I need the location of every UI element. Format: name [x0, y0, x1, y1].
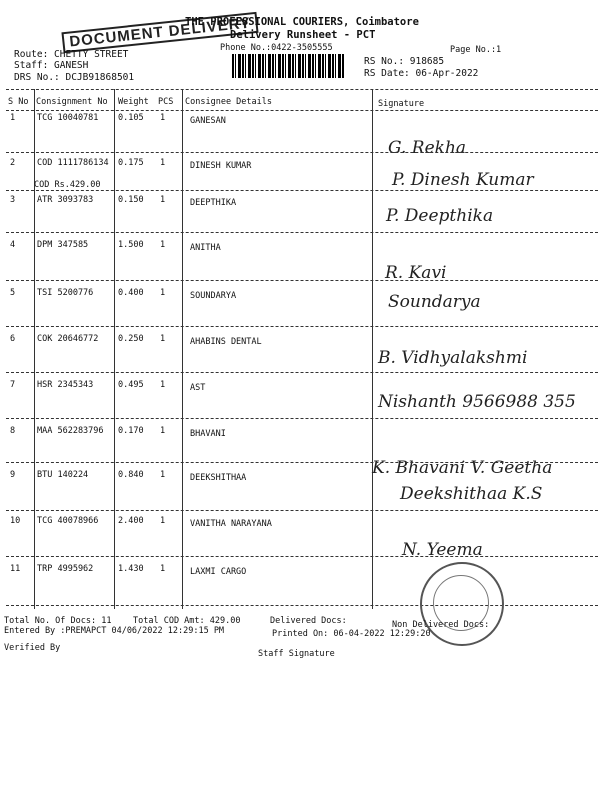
row-pcs: 1: [160, 195, 166, 205]
column-divider: [114, 89, 115, 609]
row-signature: P. Deepthika: [386, 206, 494, 226]
row-consignee: LAXMI CARGO: [190, 567, 247, 577]
row-consignee: AHABINS DENTAL: [190, 337, 262, 347]
column-header-consignment: Consignment No: [36, 97, 108, 107]
route: Route: CHETTY STREET: [14, 49, 129, 60]
total-cod-amount: Total COD Amt: 429.00: [133, 616, 241, 626]
row-separator: [6, 280, 598, 281]
row-weight: 0.495: [118, 380, 144, 390]
row-signature: P. Dinesh Kumar: [392, 170, 534, 190]
row-separator: [6, 190, 598, 191]
row-sno: 9: [10, 470, 16, 480]
row-weight: 0.150: [118, 195, 144, 205]
row-separator: [6, 372, 598, 373]
drs-number: DRS No.: DCJB91868501: [14, 72, 135, 83]
row-separator: [6, 152, 598, 153]
row-signature: Soundarya: [388, 292, 481, 312]
page-number: Page No.:1: [450, 45, 502, 55]
table-header-rule: [6, 110, 598, 111]
row-signature: N. Yeema: [402, 540, 483, 560]
row-pcs: 1: [160, 113, 166, 123]
row-pcs: 1: [160, 564, 166, 574]
row-pcs: 1: [160, 158, 166, 168]
row-cod-note: COD Rs.429.00: [34, 180, 101, 190]
row-pcs: 1: [160, 288, 166, 298]
table-bottom-rule: [6, 605, 598, 606]
row-sno: 7: [10, 380, 16, 390]
row-pcs: 1: [160, 426, 166, 436]
column-header-pcs: PCS: [158, 97, 174, 107]
row-signature: Nishanth 9566988 355: [378, 392, 576, 412]
printed-on: Printed On: 06-04-2022 12:29:20: [272, 629, 431, 639]
row-consignee: BHAVANI: [190, 429, 226, 439]
column-header-signature: Signature: [378, 99, 425, 109]
row-consignment-no: DPM 347585: [37, 240, 89, 250]
row-sno: 4: [10, 240, 16, 250]
row-consignee: ANITHA: [190, 243, 221, 253]
row-weight: 1.430: [118, 564, 144, 574]
row-consignment-no: COK 20646772: [37, 334, 99, 344]
column-header-weight: Weight: [118, 97, 149, 107]
column-divider: [34, 89, 35, 609]
row-consignment-no: MAA 562283796: [37, 426, 104, 436]
row-pcs: 1: [160, 334, 166, 344]
row-sno: 8: [10, 426, 16, 436]
row-signature: R. Kavi: [385, 263, 447, 283]
row-pcs: 1: [160, 516, 166, 526]
row-sno: 2: [10, 158, 16, 168]
row-pcs: 1: [160, 240, 166, 250]
column-header-sno: S No: [8, 97, 29, 107]
row-signature: G. Rekha: [388, 138, 467, 158]
row-signature: Deekshithaa K.S: [400, 484, 543, 504]
row-signature: K. Bhavani V. Geetha: [372, 458, 553, 478]
row-consignment-no: ATR 3093783: [37, 195, 94, 205]
non-delivered-docs: Non Delivered Docs:: [392, 620, 490, 630]
row-consignment-no: BTU 140224: [37, 470, 89, 480]
verified-by: Verified By: [4, 643, 61, 653]
row-separator: [6, 510, 598, 511]
row-weight: 0.175: [118, 158, 144, 168]
row-consignee: DINESH KUMAR: [190, 161, 252, 171]
column-divider: [182, 89, 183, 609]
company-name: THE PROFESSIONAL COURIERS, Coimbatore: [185, 16, 419, 28]
row-separator: [6, 556, 598, 557]
staff: Staff: GANESH: [14, 60, 89, 71]
row-signature: B. Vidhyalakshmi: [378, 348, 528, 368]
row-pcs: 1: [160, 470, 166, 480]
row-sno: 5: [10, 288, 16, 298]
row-separator: [6, 326, 598, 327]
row-sno: 10: [10, 516, 21, 526]
row-sno: 6: [10, 334, 16, 344]
row-consignment-no: TRP 4995962: [37, 564, 94, 574]
row-weight: 0.105: [118, 113, 144, 123]
row-consignee: SOUNDARYA: [190, 291, 237, 301]
document-delivery-stamp: DOCUMENT DELIVERY: [61, 12, 258, 53]
row-pcs: 1: [160, 380, 166, 390]
barcode: [232, 54, 344, 78]
row-weight: 0.250: [118, 334, 144, 344]
rs-date: RS Date: 06-Apr-2022: [364, 68, 479, 79]
phone-number: Phone No.:0422-3505555: [220, 43, 333, 53]
row-weight: 0.840: [118, 470, 144, 480]
row-consignee: GANESAN: [190, 116, 226, 126]
row-consignment-no: TSI 5200776: [37, 288, 94, 298]
row-sno: 11: [10, 564, 21, 574]
row-weight: 0.170: [118, 426, 144, 436]
row-separator: [6, 232, 598, 233]
row-consignee: DEEKSHITHAA: [190, 473, 247, 483]
row-weight: 2.400: [118, 516, 144, 526]
entered-by: Entered By :PREMAPCT 04/06/2022 12:29:15 PM: [4, 626, 225, 636]
row-separator: [6, 418, 598, 419]
row-weight: 1.500: [118, 240, 144, 250]
rs-number: RS No.: 918685: [364, 56, 445, 67]
row-consignment-no: TCG 10040781: [37, 113, 99, 123]
delivered-docs: Delivered Docs:: [270, 616, 347, 626]
row-consignment-no: COD 1111786134: [37, 158, 109, 168]
table-top-rule: [6, 89, 598, 90]
row-sno: 3: [10, 195, 16, 205]
row-separator: [6, 462, 598, 463]
row-sno: 1: [10, 113, 16, 123]
row-consignment-no: TCG 40078966: [37, 516, 99, 526]
row-consignee: VANITHA NARAYANA: [190, 519, 272, 529]
column-divider: [372, 89, 373, 609]
row-consignee: AST: [190, 383, 206, 393]
document-title: Delivery Runsheet - PCT: [230, 29, 376, 41]
column-header-consignee: Consignee Details: [185, 97, 272, 107]
row-consignment-no: HSR 2345343: [37, 380, 94, 390]
row-weight: 0.400: [118, 288, 144, 298]
row-consignee: DEEPTHIKA: [190, 198, 237, 208]
total-docs: Total No. Of Docs: 11: [4, 616, 112, 626]
staff-signature-label: Staff Signature: [258, 649, 335, 659]
